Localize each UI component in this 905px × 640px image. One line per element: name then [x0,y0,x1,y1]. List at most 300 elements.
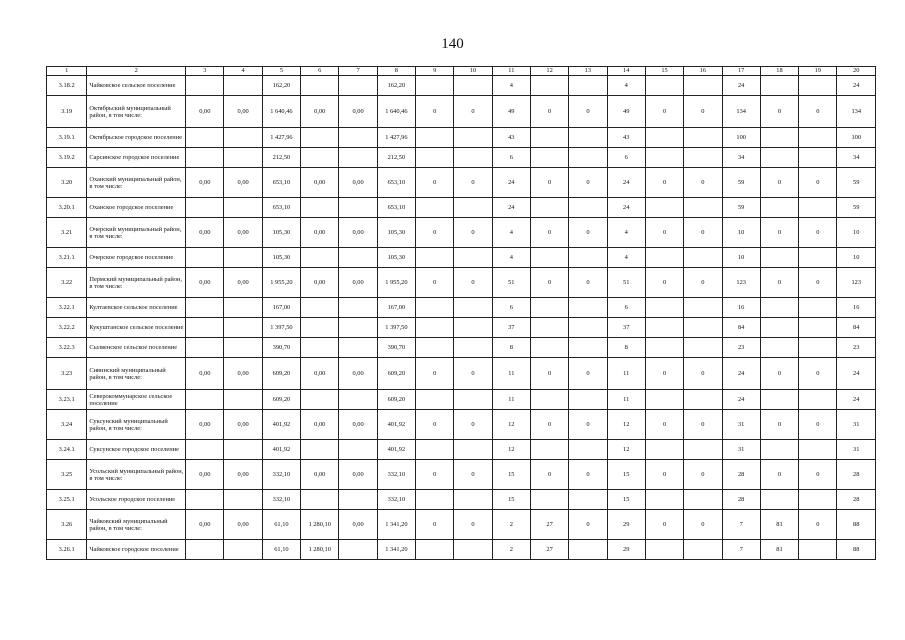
table-cell [530,440,568,460]
table-cell: 24 [837,76,876,96]
table-cell [224,318,262,338]
table-cell: 401,92 [262,410,300,440]
table-cell [760,390,798,410]
table-cell [684,128,722,148]
table-cell: 0 [684,168,722,198]
table-row [47,168,876,198]
column-header: 6 [301,67,339,76]
column-header: 15 [645,67,683,76]
row-name: Оханское городское поселение [87,198,186,218]
table-cell [224,128,262,148]
table-cell [454,440,492,460]
table-cell: 105,30 [377,218,415,248]
table-cell [799,128,837,148]
table-row [47,298,876,318]
table-cell: 7 [722,510,760,540]
table-cell: 10 [722,248,760,268]
row-code: 3.26 [47,510,87,540]
table-cell: 24 [837,390,876,410]
row-code: 3.22.2 [47,318,87,338]
table-cell: 6 [607,298,645,318]
table-cell [645,128,683,148]
table-cell: 162,20 [262,76,300,96]
table-cell [645,298,683,318]
table-cell: 0,00 [301,268,339,298]
table-cell: 0,00 [224,96,262,128]
table-cell: 105,30 [377,248,415,268]
table-cell: 37 [492,318,530,338]
row-code: 3.23 [47,358,87,390]
table-cell [799,338,837,358]
row-name: Усольское городское поселение [87,490,186,510]
table-cell [301,318,339,338]
row-code: 3.26.1 [47,540,87,560]
column-header: 16 [684,67,722,76]
table-cell [645,148,683,168]
table-cell [760,490,798,510]
table-cell: 27 [530,540,568,560]
row-name: Кукуштанское сельское поселение [87,318,186,338]
table-cell [186,490,224,510]
table-row [47,318,876,338]
row-name: Октябрьский муниципальный район, в том числе: [87,96,186,128]
table-cell: 61,10 [262,540,300,560]
table-cell: 390,70 [262,338,300,358]
table-row [47,390,876,410]
table-cell: 0,00 [186,168,224,198]
table-cell: 0 [799,96,837,128]
table-cell: 59 [837,198,876,218]
table-cell: 10 [722,218,760,248]
table-cell: 0 [416,96,454,128]
table-cell [454,198,492,218]
row-code: 3.19.1 [47,128,87,148]
table-cell: 0 [684,358,722,390]
table-cell: 0 [530,96,568,128]
table-row [47,338,876,358]
column-header: 19 [799,67,837,76]
table-cell [530,338,568,358]
table-cell [799,298,837,318]
table-cell: 0 [684,460,722,490]
table-row [47,410,876,440]
table-cell: 0 [684,410,722,440]
table-cell: 0,00 [339,460,377,490]
row-name: Сылвенское сельское поселение [87,338,186,358]
table-cell: 34 [837,148,876,168]
table-cell [186,440,224,460]
table-cell: 0 [530,268,568,298]
column-header: 18 [760,67,798,76]
table-cell [416,318,454,338]
table-cell [530,76,568,96]
table-cell [416,338,454,358]
table-cell: 0 [569,268,607,298]
table-cell: 0 [760,410,798,440]
table-cell: 24 [607,198,645,218]
table-row [47,248,876,268]
table-cell: 0 [569,96,607,128]
column-header: 11 [492,67,530,76]
table-cell: 31 [722,440,760,460]
table-cell: 12 [607,410,645,440]
row-name: Сарсинское городское поселение [87,148,186,168]
row-name: Сивинский муниципальный район, в том числе: [87,358,186,390]
table-row [47,198,876,218]
table-cell [416,198,454,218]
table-cell: 4 [607,248,645,268]
row-name: Чайковский муниципальный район, в том числе: [87,510,186,540]
table-cell: 609,20 [377,390,415,410]
table-cell [454,76,492,96]
table-cell [301,198,339,218]
table-cell: 0,00 [186,410,224,440]
table-cell: 0,00 [224,358,262,390]
table-cell: 24 [492,168,530,198]
table-cell: 0,00 [186,460,224,490]
table-cell [301,338,339,358]
table-cell [684,76,722,96]
table-cell [301,490,339,510]
table-cell: 49 [492,96,530,128]
table-cell [645,76,683,96]
table-cell [569,540,607,560]
table-cell: 332,10 [377,460,415,490]
table-cell: 0 [454,358,492,390]
table-cell [760,440,798,460]
table-cell [339,248,377,268]
table-cell: 0 [530,410,568,440]
header-row [47,67,876,76]
table-cell [339,390,377,410]
table-cell [186,76,224,96]
table-cell [416,298,454,318]
table-cell: 0,00 [339,358,377,390]
row-name: Октябрьское городское поселение [87,128,186,148]
table-cell [454,298,492,318]
row-code: 3.24.1 [47,440,87,460]
table-cell: 51 [607,268,645,298]
table-cell [530,248,568,268]
column-header: 12 [530,67,568,76]
table-cell [224,148,262,168]
row-code: 3.25 [47,460,87,490]
table-cell: 167,00 [377,298,415,318]
table-cell [224,440,262,460]
table-cell [416,148,454,168]
table-cell [186,540,224,560]
table-cell: 27 [530,510,568,540]
table-cell: 31 [722,410,760,440]
table-cell: 1 427,96 [377,128,415,148]
table-cell: 0 [799,168,837,198]
column-header: 5 [262,67,300,76]
table-cell: 0 [684,96,722,128]
table-cell: 123 [837,268,876,298]
table-cell: 0 [645,358,683,390]
table-cell: 1 280,10 [301,540,339,560]
row-name: Пермский муниципальный район, в том числе: [87,268,186,298]
data-table [46,66,876,560]
table-cell: 0 [416,268,454,298]
table-cell: 28 [837,490,876,510]
table-cell [645,198,683,218]
table-cell: 0,00 [301,96,339,128]
table-cell [530,298,568,318]
table-cell: 0 [416,510,454,540]
table-cell [684,540,722,560]
table-cell: 0,00 [301,218,339,248]
row-code: 3.22 [47,268,87,298]
table-cell [186,148,224,168]
table-cell: 0 [645,460,683,490]
table-cell: 0 [454,218,492,248]
table-cell [684,390,722,410]
table-cell: 15 [492,490,530,510]
row-code: 3.20 [47,168,87,198]
table-cell [224,540,262,560]
table-cell [760,248,798,268]
table-cell [454,248,492,268]
table-cell: 59 [722,198,760,218]
table-cell: 390,70 [377,338,415,358]
table-cell: 100 [722,128,760,148]
table-cell [684,318,722,338]
table-cell [799,318,837,338]
table-cell: 1 397,50 [377,318,415,338]
column-header: 7 [339,67,377,76]
row-name: Оханский муниципальный район, в том числе: [87,168,186,198]
table-cell: 23 [722,338,760,358]
table-cell: 11 [492,358,530,390]
table-cell [339,338,377,358]
table-cell: 1 280,10 [301,510,339,540]
row-name: Очерский муниципальный район, в том числе: [87,218,186,248]
table-row [47,510,876,540]
table-cell: 0 [569,410,607,440]
table-cell: 49 [607,96,645,128]
table-cell: 11 [492,390,530,410]
table-cell: 0 [569,168,607,198]
table-cell: 81 [760,540,798,560]
column-header: 4 [224,67,262,76]
table-cell: 0,00 [224,510,262,540]
table-cell [186,128,224,148]
table-cell: 0,00 [224,218,262,248]
table-cell: 37 [607,318,645,338]
table-cell: 134 [837,96,876,128]
table-cell: 24 [722,390,760,410]
table-cell: 0 [760,218,798,248]
table-cell: 0 [416,358,454,390]
table-cell [645,540,683,560]
table-cell [224,298,262,318]
row-code: 3.24 [47,410,87,440]
table-cell: 51 [492,268,530,298]
table-cell [760,148,798,168]
table-cell [530,390,568,410]
table-cell: 6 [492,298,530,318]
table-cell [569,440,607,460]
row-code: 3.20.1 [47,198,87,218]
row-name: Суксунский муниципальный район, в том числе: [87,410,186,440]
table-cell: 0 [454,410,492,440]
row-code: 3.25.1 [47,490,87,510]
table-cell [416,540,454,560]
table-cell [799,198,837,218]
table-cell: 59 [722,168,760,198]
table-cell: 10 [837,248,876,268]
table-cell [186,338,224,358]
column-header: 2 [87,67,186,76]
table-cell: 0,00 [186,268,224,298]
table-cell [454,338,492,358]
column-header: 10 [454,67,492,76]
table-cell [301,148,339,168]
table-cell [416,76,454,96]
table-cell: 105,30 [262,248,300,268]
table-cell: 4 [492,218,530,248]
table-cell: 0,00 [186,96,224,128]
table-cell: 212,50 [262,148,300,168]
table-cell: 11 [607,358,645,390]
table-cell: 16 [837,298,876,318]
table-cell [339,318,377,338]
table-cell: 23 [837,338,876,358]
table-row [47,440,876,460]
table-cell: 653,10 [262,198,300,218]
table-cell: 653,10 [262,168,300,198]
table-cell [684,148,722,168]
table-cell [339,76,377,96]
table-cell: 0 [530,358,568,390]
table-cell [186,198,224,218]
table-cell: 0 [569,218,607,248]
table-cell: 609,20 [262,358,300,390]
table-cell: 24 [492,198,530,218]
table-cell [799,440,837,460]
table-cell: 609,20 [262,390,300,410]
row-name: Очерское городское поселение [87,248,186,268]
table-cell: 31 [837,440,876,460]
table-cell [760,338,798,358]
table-cell [684,338,722,358]
table-row [47,128,876,148]
table-cell: 100 [837,128,876,148]
table-row [47,490,876,510]
table-cell: 0 [530,168,568,198]
row-name: Чайковское сельское поселение [87,76,186,96]
table-cell [301,440,339,460]
table-cell: 0 [760,268,798,298]
table-cell: 0 [799,218,837,248]
table-row [47,358,876,390]
table-cell: 0 [799,358,837,390]
table-cell [301,76,339,96]
row-code: 3.18.2 [47,76,87,96]
table-cell: 332,10 [262,460,300,490]
row-name: Северокоммунарское сельское поселение [87,390,186,410]
table-cell: 0,00 [339,218,377,248]
column-header: 20 [837,67,876,76]
table-cell: 0,00 [339,168,377,198]
table-cell [416,490,454,510]
table-cell: 134 [722,96,760,128]
row-name: Чайковское городское поселение [87,540,186,560]
table-cell: 59 [837,168,876,198]
table-cell: 0 [760,168,798,198]
table-cell [186,298,224,318]
table-cell: 1 341,20 [377,510,415,540]
table-row [47,96,876,128]
table-cell [454,540,492,560]
table-cell: 7 [722,540,760,560]
table-cell: 61,10 [262,510,300,540]
table-cell: 0,00 [301,410,339,440]
table-cell [339,490,377,510]
row-code: 3.19.2 [47,148,87,168]
row-name: Суксунское городское поселение [87,440,186,460]
row-code: 3.21.1 [47,248,87,268]
table-cell: 0 [799,460,837,490]
table-cell: 0 [530,460,568,490]
table-row [47,218,876,248]
table-cell: 0 [645,168,683,198]
table-cell [569,128,607,148]
table-cell [301,128,339,148]
table-cell: 0 [684,510,722,540]
table-cell: 0,00 [301,358,339,390]
column-header: 9 [416,67,454,76]
table-cell: 24 [837,358,876,390]
table-cell [301,248,339,268]
table-cell: 24 [607,168,645,198]
table-cell [454,390,492,410]
table-cell: 0 [799,410,837,440]
table-cell [454,318,492,338]
table-cell [684,198,722,218]
table-row [47,540,876,560]
table-cell: 0 [645,96,683,128]
table-cell [799,148,837,168]
table-cell: 88 [837,510,876,540]
table-cell: 0 [645,510,683,540]
table-cell: 0 [645,268,683,298]
table-cell [799,76,837,96]
table-row [47,268,876,298]
table-cell [569,248,607,268]
table-cell [645,338,683,358]
table-cell: 0,00 [339,410,377,440]
column-header: 3 [186,67,224,76]
table-cell: 2 [492,510,530,540]
table-cell [530,490,568,510]
table-cell [684,440,722,460]
table-cell: 0 [760,460,798,490]
table-cell [454,490,492,510]
table-cell: 212,50 [377,148,415,168]
table-cell: 28 [722,460,760,490]
table-cell [416,248,454,268]
table-cell: 0 [416,460,454,490]
table-cell: 162,20 [377,76,415,96]
table-cell: 653,10 [377,198,415,218]
table-cell: 28 [722,490,760,510]
table-cell: 0,00 [186,218,224,248]
table-cell: 0,00 [186,358,224,390]
table-cell [530,318,568,338]
table-cell: 0 [454,168,492,198]
